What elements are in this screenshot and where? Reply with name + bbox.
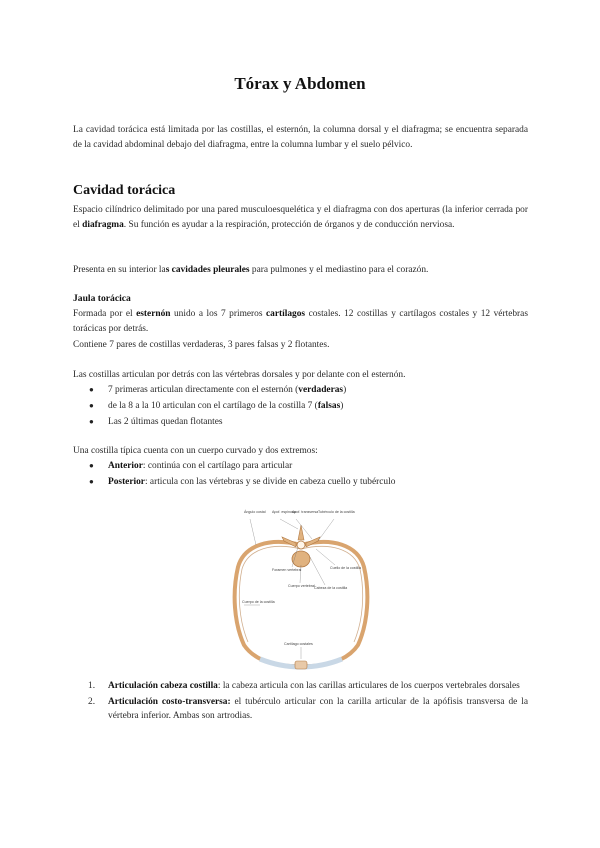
list-number: 2. bbox=[88, 697, 96, 707]
text-span: de la 8 a la 10 articulan con el cartílago de la costilla 7 ( bbox=[108, 401, 318, 411]
section-heading-cavidad: Cavidad torácica bbox=[73, 183, 176, 198]
list-item bbox=[73, 474, 528, 490]
bold-term: diafragma bbox=[82, 219, 124, 230]
intro-paragraph: La cavidad torácica está limitada por las costillas, el esternón, la columna dorsal y el diafragma; se encuentra separada de la cavidad abdominal debajo del diafragma, entre la columna lumbar y el suelo pélvico. bbox=[73, 125, 528, 150]
bold-term: verdaderas bbox=[298, 385, 344, 395]
label-cabeza: Cabeza de la costilla bbox=[314, 586, 348, 590]
vertebral-body-shape bbox=[292, 551, 310, 567]
rib-ends-list bbox=[73, 458, 528, 490]
cavidad-paragraph-2 bbox=[73, 263, 528, 278]
jaula-paragraph-3: Las costillas articulan por detrás con las vértebras dorsales y por delante con el esternón. bbox=[73, 370, 406, 380]
label-cartilagos: Cartílago costales bbox=[284, 642, 313, 646]
rib-cage-illustration bbox=[230, 505, 372, 675]
bold-term: Posterior bbox=[108, 477, 145, 487]
text-span: 7 primeras articulan directamente con el esternón ( bbox=[108, 385, 299, 395]
text-span: : continúa con el cartílago para articular bbox=[142, 461, 293, 471]
label-angulo: Ángulo costal bbox=[244, 510, 266, 514]
text-span: Las 2 últimas quedan flotantes bbox=[108, 417, 223, 427]
bullet-icon: ● bbox=[89, 477, 94, 486]
jaula-paragraph-4: Una costilla típica cuenta con un cuerpo curvado y dos extremos: bbox=[73, 446, 318, 456]
bold-term: Articulación costo-transversa: bbox=[108, 697, 231, 707]
text-span: ) bbox=[343, 385, 347, 395]
label-tuberculo: Tubérculo de la costilla bbox=[318, 510, 355, 514]
list-item bbox=[73, 382, 528, 398]
jaula-paragraph-1 bbox=[73, 307, 528, 336]
ribs-list bbox=[73, 382, 528, 430]
vertebral-foramen-shape bbox=[297, 541, 305, 549]
spinous-process-shape bbox=[298, 525, 304, 540]
label-cuerpo-vertebral: Cuerpo vertebral bbox=[288, 584, 315, 588]
page-title: Tórax y Abdomen bbox=[234, 74, 366, 93]
list-item bbox=[73, 695, 528, 723]
text-span: ) bbox=[340, 401, 344, 411]
bullet-icon: ● bbox=[89, 417, 94, 426]
bold-term: esternón bbox=[136, 309, 171, 319]
articulations-list bbox=[73, 679, 528, 725]
text-span: Espacio cilíndrico delimitado por una pared musculoesquelética y el diafragma con dos aperturas (la inferior cerrada por el bbox=[73, 205, 528, 230]
label-apof-espinosa: Apof. espinosa bbox=[272, 510, 296, 514]
label-apof-transversa: Apof. transversa bbox=[292, 510, 319, 514]
text-span: . Su función es ayudar a la respiración, protección de órganos y de conducción nerviosa. bbox=[123, 219, 455, 230]
bold-term: Articulación cabeza costilla bbox=[108, 681, 218, 691]
text-span: unido a los 7 primeros bbox=[170, 309, 266, 319]
text-span: : articula con las vértebras y se divide en cabeza cuello y tubérculo bbox=[144, 477, 396, 487]
label-cuerpo-costilla: Cuerpo de la costilla bbox=[242, 600, 275, 604]
text-span: para pulmones y el mediastino para el corazón. bbox=[249, 265, 429, 275]
cavidad-paragraph-1 bbox=[73, 203, 528, 232]
sternum-shape bbox=[295, 661, 307, 669]
list-number: 1. bbox=[88, 681, 96, 691]
text-span: Presenta en su interior la bbox=[73, 265, 166, 275]
label-foramen: Foramen vertebral bbox=[272, 568, 302, 572]
bullet-icon: ● bbox=[89, 461, 94, 470]
rib-inner-shape bbox=[239, 546, 301, 642]
bullet-icon: ● bbox=[89, 385, 94, 394]
text-span: Formada por el bbox=[73, 309, 137, 319]
list-item bbox=[73, 458, 528, 474]
subheading-jaula: Jaula torácica bbox=[73, 293, 131, 304]
text-span: : la cabeza articula con las carillas articulares de los cuerpos vertebrales dorsales bbox=[217, 681, 520, 691]
text-span: costales. 12 costillas y cartílagos costales y 12 vértebras torácicas por detrás. bbox=[73, 309, 528, 334]
jaula-paragraph-2: Contiene 7 pares de costillas verdaderas, 3 pares falsas y 2 flotantes. bbox=[73, 340, 330, 350]
list-item bbox=[73, 679, 528, 693]
bold-term: Anterior bbox=[108, 461, 143, 471]
text-span: el tubérculo articular con la carilla articular de la apófisis transversa de la vértebra inferior. Ambas son artrodias. bbox=[108, 697, 528, 721]
rib-inner-shape-right bbox=[301, 546, 363, 642]
bullet-icon: ● bbox=[89, 401, 94, 410]
label-cuello: Cuello de la costilla bbox=[330, 566, 361, 570]
list-item bbox=[73, 398, 528, 414]
bold-term: cartílagos bbox=[266, 309, 306, 319]
list-item bbox=[73, 414, 528, 430]
bold-term: s cavidades pleurales bbox=[165, 265, 250, 275]
bold-term: falsas bbox=[317, 401, 341, 411]
